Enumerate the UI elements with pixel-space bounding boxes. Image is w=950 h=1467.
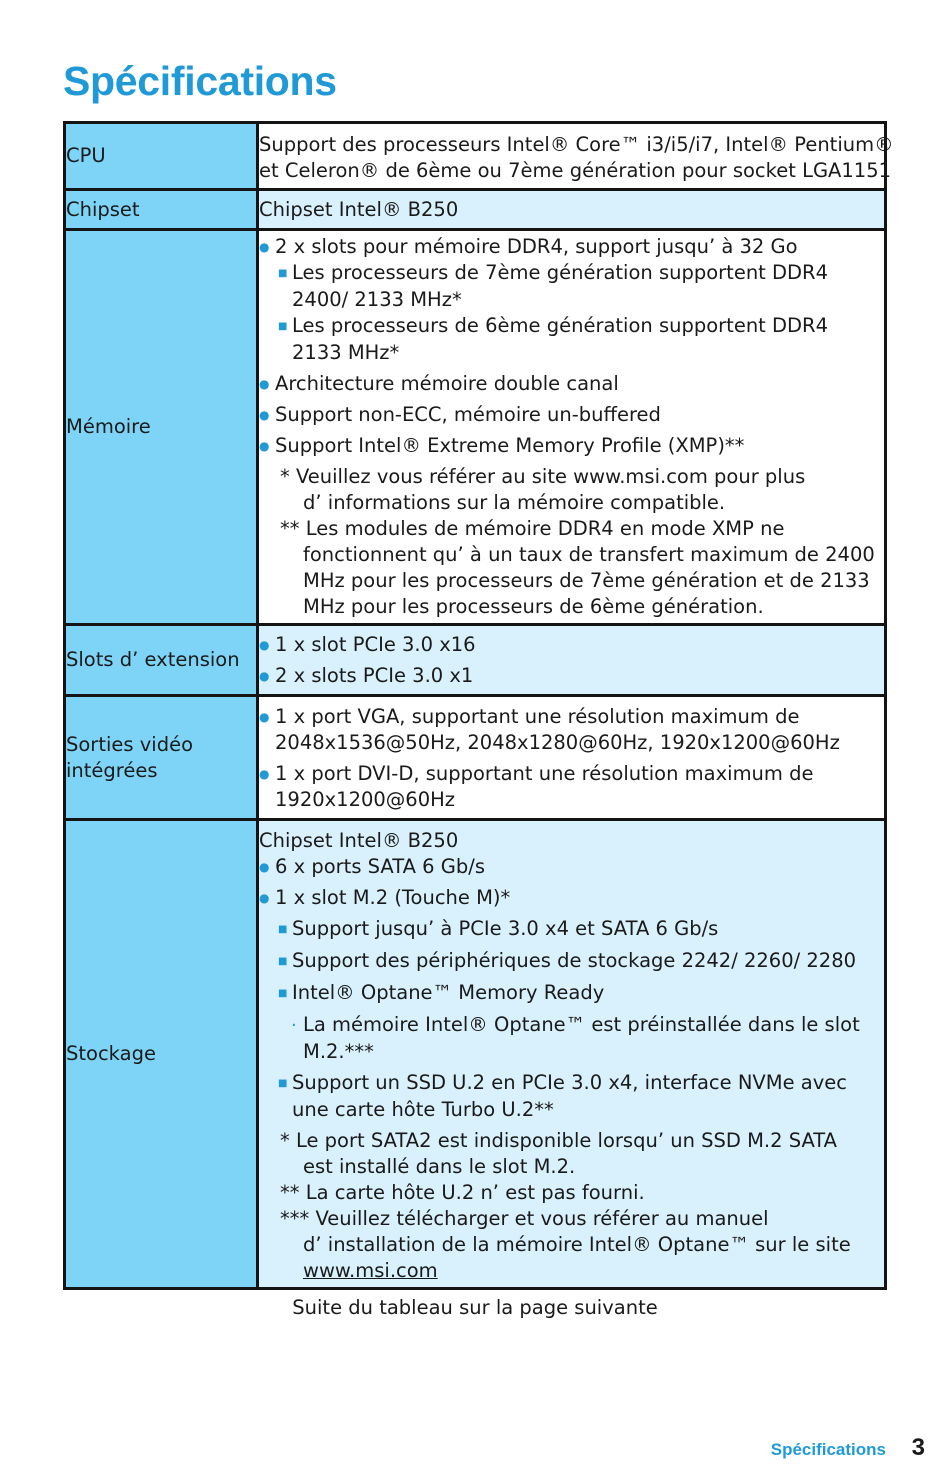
msi-link[interactable]: www.msi.com (303, 1259, 438, 1282)
spec-row-expansion (65, 625, 886, 696)
sub-bullet-item: ■ Support un SSD U.2 en PCIe 3.0 x4, interface NVMe avec (259, 1070, 884, 1097)
spec-label-expansion: Slots d’ extension (65, 625, 258, 696)
footnote-line: ** Les modules de mémoire DDR4 en mode XMP ne (280, 517, 785, 540)
footnote-line: MHz pour les processeurs de 6ème génération. (303, 595, 764, 618)
text-line: et Celeron® de 6ème ou 7ème génération pour socket LGA1151 (259, 158, 892, 182)
spec-label-cpu: CPU (65, 123, 258, 190)
text-line: 1920x1200@60Hz (275, 788, 456, 811)
sub-bullet-item: ■ Les processeurs de 7ème génération supportent DDR4 (259, 260, 884, 287)
footnote-line: *** Veuillez télécharger et vous référer au manuel (280, 1207, 769, 1230)
text-line: 2133 MHz* (292, 341, 400, 364)
spec-value-video (258, 696, 886, 820)
spec-label-chipset: Chipset (65, 190, 258, 230)
text-line: 2400/ 2133 MHz* (292, 288, 462, 311)
footnote-line: est installé dans le slot M.2. (303, 1155, 576, 1178)
bullet-item: ● 6 x ports SATA 6 Gb/s (259, 854, 884, 880)
bullet-item: ● Architecture mémoire double canal (259, 371, 884, 397)
footnote-line: d’ installation de la mémoire Intel® Optane™ sur le site (303, 1233, 851, 1256)
bullet-item: ● 1 x slot M.2 (Touche M)* (259, 885, 884, 911)
bullet-item: ● 2 x slots PCIe 3.0 x1 (259, 663, 884, 689)
spec-row-storage (65, 820, 886, 1289)
sub-sub-bullet-item: · La mémoire Intel® Optane™ est préinstallée dans le slot (259, 1012, 884, 1039)
text-line: M.2.*** (303, 1040, 374, 1063)
sub-bullet-item: ■ Support jusqu’ à PCIe 3.0 x4 et SATA 6 Gb/s (259, 916, 884, 943)
sub-bullet-item: ■ Support des périphériques de stockage 2242/ 2260/ 2280 (259, 948, 884, 975)
spec-label-video (65, 696, 258, 820)
text-line: Chipset Intel® B250 (259, 829, 459, 852)
footer-section-title: Spécifications (770, 1440, 886, 1459)
bullet-item: ● Support non-ECC, mémoire un-buffered (259, 402, 884, 428)
bullet-item: ● 1 x port VGA, supportant une résolution maximum de (259, 704, 884, 730)
continue-note: Suite du tableau sur la page suivante (292, 1296, 658, 1319)
spec-row-chipset (65, 190, 886, 230)
spec-value-memory (258, 230, 886, 625)
bullet-item: ● Support Intel® Extreme Memory Profile (XMP)** (259, 433, 884, 459)
bullet-item: ● 2 x slots pour mémoire DDR4, support jusqu’ à 32 Go (259, 234, 884, 260)
spec-value-cpu (258, 123, 894, 190)
text-line: 2048x1536@50Hz, 2048x1280@60Hz, 1920x1200@60Hz (275, 731, 840, 754)
spec-row-memory (65, 230, 886, 625)
spec-row-video (65, 696, 886, 820)
text-line: Support des processeurs Intel® Core™ i3/i5/i7, Intel® Pentium® (259, 132, 894, 156)
footnote-line: * Le port SATA2 est indisponible lorsqu’ un SSD M.2 SATA (280, 1129, 838, 1152)
footnote-line: d’ informations sur la mémoire compatible. (303, 491, 726, 514)
text-line: une carte hôte Turbo U.2** (292, 1098, 554, 1121)
page-number: 3 (911, 1434, 925, 1461)
text-line: Chipset Intel® B250 (259, 197, 459, 221)
spec-row-cpu (65, 123, 886, 190)
spec-label-memory: Mémoire (65, 230, 258, 625)
footnote-line: * Veuillez vous référer au site www.msi.com pour plus (280, 465, 806, 488)
spec-value-expansion (258, 625, 886, 696)
bullet-item: ● 1 x port DVI-D, supportant une résolution maximum de (259, 761, 884, 787)
page-title: Spécifications (63, 58, 337, 104)
spec-table (63, 121, 894, 1290)
footnote-line: MHz pour les processeurs de 7ème génération et de 2133 (303, 569, 870, 592)
spec-label-storage: Stockage (65, 820, 258, 1289)
footnote-line: ** La carte hôte U.2 n’ est pas fourni. (280, 1181, 645, 1204)
spec-value-storage (258, 820, 886, 1289)
bullet-item: ● 1 x slot PCIe 3.0 x16 (259, 632, 884, 658)
sub-bullet-item: ■ Les processeurs de 6ème génération supportent DDR4 (259, 313, 884, 340)
footnote-line: fonctionnent qu’ à un taux de transfert maximum de 2400 (303, 543, 875, 566)
sub-bullet-item: ■ Intel® Optane™ Memory Ready (259, 980, 884, 1007)
text-line: intégrées (66, 758, 158, 782)
text-line: Sorties vidéo (66, 732, 194, 756)
spec-value-chipset (258, 190, 886, 230)
